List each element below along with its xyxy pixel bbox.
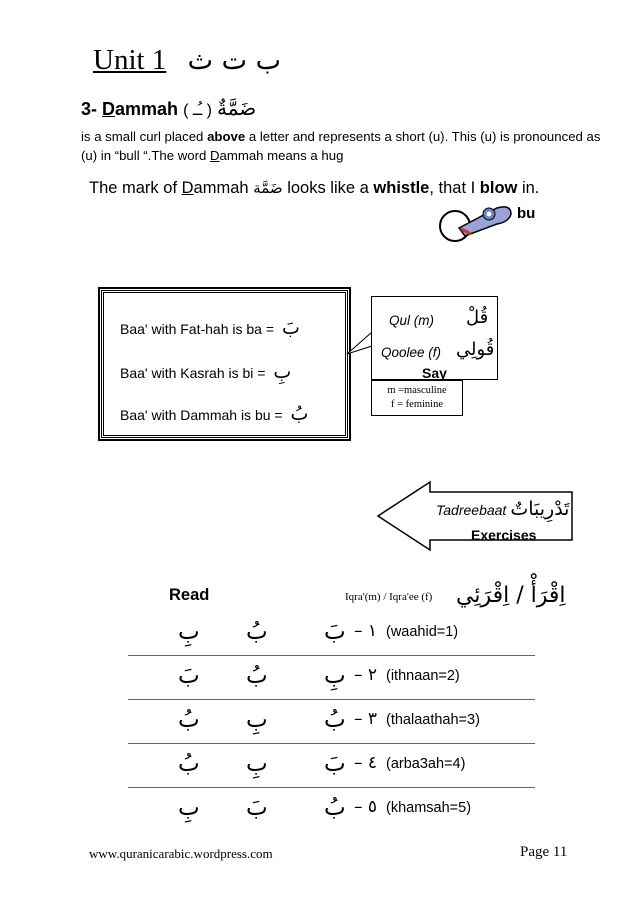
row-gloss: (ithnaan=2) bbox=[386, 668, 460, 684]
exercises-title bbox=[436, 498, 569, 520]
section-heading bbox=[81, 96, 256, 120]
row-letter: بِ bbox=[178, 619, 200, 645]
rule-text: Baa' with Kasrah is bi = bbox=[120, 365, 270, 381]
exercises-title-english: Tadreebaat bbox=[436, 502, 507, 518]
heading-arabic: ضَمَّةٌ bbox=[217, 96, 257, 120]
unit-title bbox=[93, 44, 281, 77]
exercise-row-2 bbox=[128, 655, 535, 700]
whistle-sentence bbox=[89, 179, 539, 198]
heading-d-letter: D bbox=[102, 99, 116, 119]
row-letter: بَ bbox=[246, 795, 268, 821]
iqra-arabic: اِقْرَأْ / اِقْرَئِي bbox=[456, 583, 566, 608]
exercises-label: Exercises bbox=[471, 527, 537, 543]
rule-text: Baa' with Dammah is bu = bbox=[120, 407, 287, 423]
heading-number: 3- bbox=[81, 99, 103, 119]
unit-letters: ب ت ث bbox=[187, 45, 281, 76]
row-gloss: (khamsah=5) bbox=[386, 800, 472, 816]
legend-feminine: f = feminine bbox=[391, 399, 443, 410]
qoolee-english: Qoolee (f) bbox=[381, 345, 442, 360]
rule-fathah bbox=[120, 317, 300, 339]
row-letter: بَ bbox=[324, 619, 346, 645]
row-letter: بُ bbox=[246, 619, 268, 645]
whistle-bold-whistle: whistle bbox=[373, 179, 430, 197]
heading-rest: ammah bbox=[115, 99, 179, 119]
exercise-row-5 bbox=[128, 787, 535, 831]
whistle-text-1: The mark of bbox=[89, 179, 182, 197]
iqra-transliteration: Iqra'(m) / Iqra'ee (f) bbox=[345, 591, 433, 603]
intro-bold-above: above bbox=[207, 129, 246, 144]
exercise-row-4 bbox=[128, 743, 535, 788]
rule-kasrah bbox=[120, 361, 291, 383]
intro-text-3: ammah means a hug bbox=[219, 148, 344, 163]
intro-text-2: a letter and represents a short (u). This (u) is pronounced as (u) in “bull “.The word bbox=[81, 129, 601, 163]
qul-arabic: قُلْ bbox=[466, 307, 489, 328]
row-letter: بَ bbox=[178, 663, 200, 689]
whistle-text-2: ammah bbox=[193, 179, 254, 197]
qul-english: Qul (m) bbox=[389, 313, 434, 328]
row-letter: بُ bbox=[324, 707, 346, 733]
rule-text: Baa' with Fat-hah is ba = bbox=[120, 321, 278, 337]
qoolee-arabic: قُولِي bbox=[456, 339, 495, 360]
row-letter: بُ bbox=[324, 795, 346, 821]
row-letter: بِ bbox=[246, 751, 268, 777]
read-label: Read bbox=[169, 586, 210, 604]
row-letter: بُ bbox=[246, 663, 268, 689]
row-letter: بِ bbox=[324, 663, 346, 689]
legend-masculine: m =masculine bbox=[387, 385, 447, 396]
row-number: ٢ – bbox=[354, 665, 378, 685]
exercise-row-3 bbox=[128, 699, 535, 744]
row-number: ٥ – bbox=[354, 797, 378, 817]
whistle-d-letter: D bbox=[181, 179, 194, 197]
gender-legend bbox=[371, 380, 463, 416]
row-gloss: (waahid=1) bbox=[386, 624, 459, 640]
row-gloss: (thalaathah=3) bbox=[386, 712, 480, 728]
exercise-row-1 bbox=[128, 611, 535, 656]
rule-arabic: بِ bbox=[273, 361, 292, 383]
row-gloss: (arba3ah=4) bbox=[386, 756, 466, 772]
rule-arabic: بَ bbox=[281, 317, 300, 339]
unit-label: Unit 1 bbox=[93, 44, 167, 76]
heading-mark-sample: ( ـُـ ) bbox=[183, 102, 212, 119]
exercises-title-arabic: تَدْرِيبَاتٌ bbox=[510, 498, 570, 520]
row-letter: بُ bbox=[178, 707, 200, 733]
whistle-arabic: ضَمَّة bbox=[253, 179, 283, 197]
bu-label: bu bbox=[517, 205, 536, 222]
say-label: Say bbox=[422, 365, 447, 381]
footer-url[interactable]: www.quranicarabic.wordpress.com bbox=[89, 846, 273, 861]
rule-arabic: بُ bbox=[290, 403, 309, 425]
row-letter: بُ bbox=[178, 751, 200, 777]
intro-paragraph bbox=[81, 127, 601, 165]
row-letter: بِ bbox=[246, 707, 268, 733]
whistle-text-3: looks like a bbox=[282, 179, 374, 197]
row-letter: بِ bbox=[178, 795, 200, 821]
row-number: ٤ – bbox=[354, 753, 378, 773]
intro-text-1: is a small curl placed bbox=[81, 129, 208, 144]
say-box bbox=[371, 296, 498, 380]
whistle-bold-blow: blow bbox=[479, 179, 518, 197]
whistle-text-5: in. bbox=[517, 179, 540, 197]
whistle-text-4: , that I bbox=[429, 179, 480, 197]
row-number: ١ – bbox=[354, 621, 378, 641]
rules-box bbox=[101, 290, 348, 438]
row-number: ٣ – bbox=[354, 709, 378, 729]
whistle-icon bbox=[437, 198, 515, 244]
intro-d-letter: D bbox=[209, 148, 220, 163]
page-number: Page 11 bbox=[520, 844, 568, 860]
row-letter: بَ bbox=[324, 751, 346, 777]
rule-dammah bbox=[120, 403, 308, 425]
